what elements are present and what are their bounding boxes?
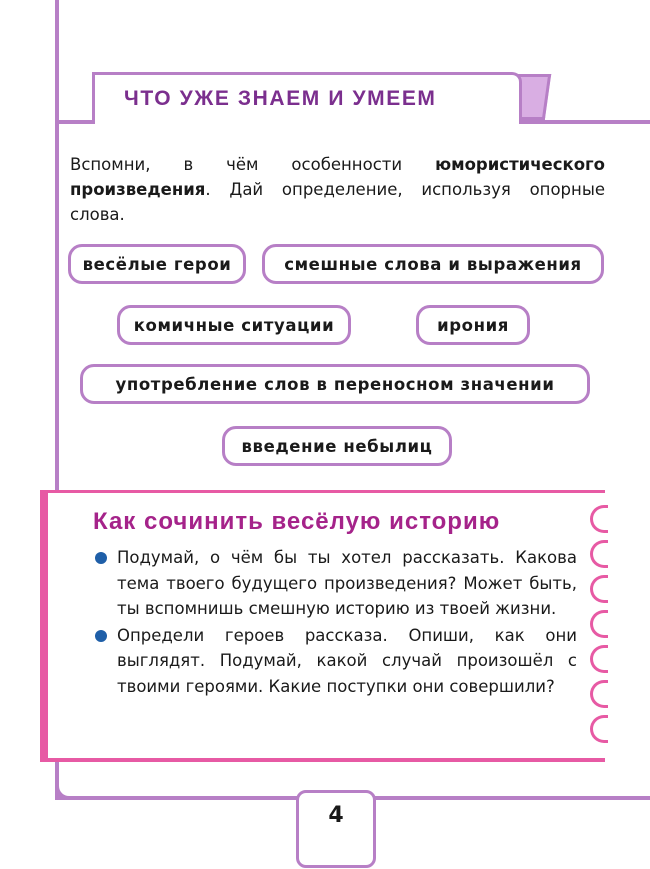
intro-text-start: Вспомни, в чём особенности [70,155,436,174]
tips-title: Как сочинить весёлую историю [93,508,501,535]
keyword-chip: употребление слов в переносном значении [80,364,590,404]
section-title: ЧТО УЖЕ ЗНАЕМ И УМЕЕМ [124,87,437,110]
tips-list [95,545,577,700]
keyword-chip: введение небылиц [222,426,452,466]
intro-text-end: . Дай определение, используя опорные слова. [70,180,605,224]
keyword-chip: смешные слова и выражения [262,244,604,284]
bullet-dot-icon [95,552,107,564]
list-item [95,623,577,700]
keyword-chip: ирония [416,305,530,345]
list-item [95,545,577,622]
list-item-text: Подумай, о чём бы ты хотел рассказать. Какова тема твоего будущего произведения? Может быть, ты вспомнишь смешную историю из твоей жизни. [117,548,577,618]
keyword-chip: весёлые герои [68,244,246,284]
page-number: 4 [296,790,376,868]
keyword-chip: комичные ситуации [117,305,351,345]
list-item-text: Определи героев рассказа. Опиши, как они выглядят. Подумай, какой случай произошёл с твоими героями. Какие поступки они совершили? [117,625,577,696]
bullet-dot-icon [95,630,107,642]
intro-bold-term: юмористического произведения [70,155,605,199]
intro-paragraph [70,152,605,227]
